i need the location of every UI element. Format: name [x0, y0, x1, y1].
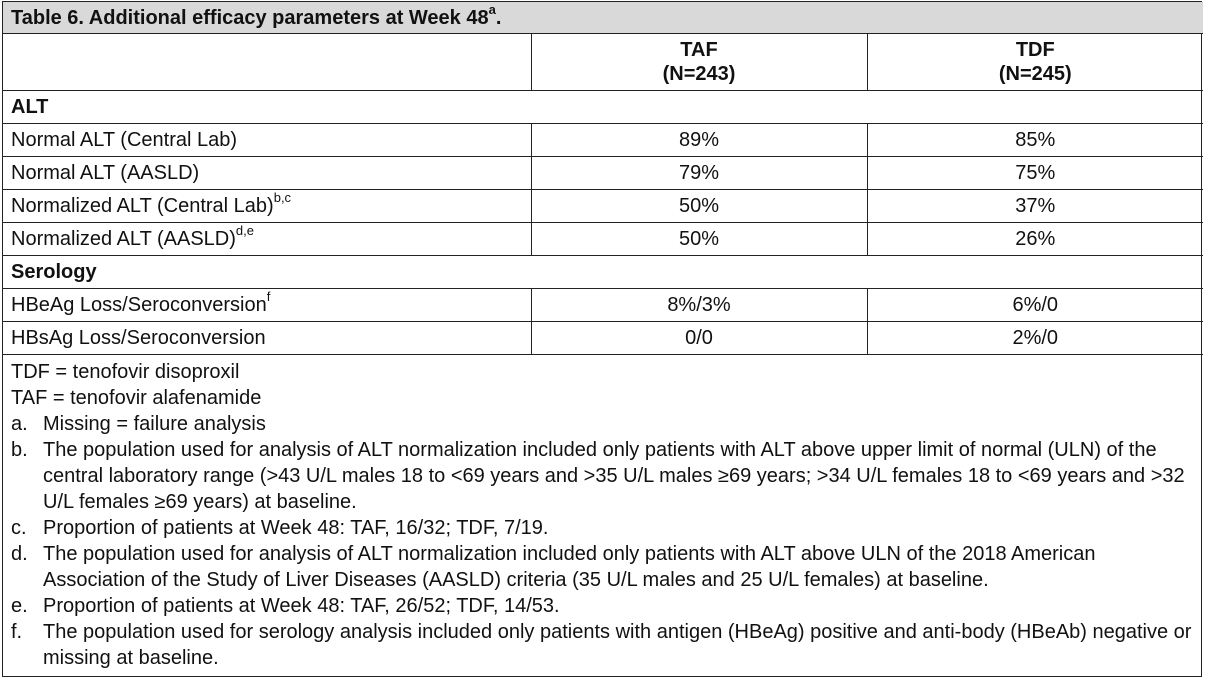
footnote [11, 593, 1193, 619]
footnote-text: Proportion of patients at Week 48: TAF, 16/32; TDF, 7/19. [43, 517, 549, 539]
column-header-taf-name: TAF [680, 39, 718, 61]
column-header-tdf-name: TDF [1015, 39, 1055, 61]
row-label-cell [3, 289, 531, 322]
taf-value-cell: 50% [531, 190, 867, 223]
table-row [3, 157, 1203, 190]
footnote-label: e. [11, 595, 28, 617]
column-header-taf-n: (N=243) [662, 63, 736, 85]
footnote [11, 411, 1193, 437]
footnote-marker: b,c [273, 190, 292, 206]
column-header-taf [531, 34, 867, 91]
tdf-value-cell: 6%/0 [867, 289, 1203, 322]
row-label: Normalized ALT (AASLD) [11, 228, 236, 250]
table-row [3, 289, 1203, 322]
section-header-row [3, 256, 1203, 289]
section-header: Serology [3, 256, 1203, 289]
taf-value-cell: 50% [531, 223, 867, 256]
footnote-text: The population used for analysis of ALT normalization included only patients with ALT above upper limit of normal (ULN) of the central laboratory range (>43 U/L males 18 to <69 years and >35 U/L males ≥69 years; >34 U/L females 18 to <69 years and >32 U/L females ≥69 years) at baseline. [43, 439, 1185, 513]
column-header-tdf [867, 34, 1203, 91]
footnote [11, 619, 1193, 671]
abbreviation-taf: TAF = tenofovir alafenamide [11, 387, 262, 409]
row-label: HBeAg Loss/Seroconversion [11, 294, 267, 316]
footnote-label: c. [11, 517, 27, 539]
footnote [11, 541, 1193, 593]
row-label: Normalized ALT (Central Lab) [11, 195, 274, 217]
table-title: Table 6. Additional efficacy parameters at Week 48$^a$. [3, 2, 1203, 34]
tdf-value-cell: 75% [867, 157, 1203, 190]
tdf-value-cell: 2%/0 [867, 322, 1203, 355]
row-label: Normal ALT (Central Lab) [11, 129, 238, 151]
tdf-value-cell: 85% [867, 124, 1203, 157]
footnote-label: f. [11, 621, 23, 643]
taf-value-cell: 89% [531, 124, 867, 157]
efficacy-table [3, 2, 1203, 355]
footnote-label: a. [11, 413, 28, 435]
row-label-cell [3, 157, 531, 190]
efficacy-table-container [2, 1, 1202, 677]
row-label-cell [3, 322, 531, 355]
taf-value-cell: 8%/3% [531, 289, 867, 322]
footnote-text: Proportion of patients at Week 48: TAF, 26/52; TDF, 14/53. [43, 595, 560, 617]
column-header-blank [3, 34, 531, 91]
table-notes [3, 355, 1201, 671]
footnote-label: b. [11, 439, 28, 461]
footnote-text: Missing = failure analysis [43, 413, 266, 435]
footnote-list [11, 411, 1193, 671]
footnote-text: The population used for serology analysis included only patients with antigen (HBeAg) positive and anti-body (HBeAb) negative or missing at baseline. [43, 621, 1192, 669]
abbreviation-tdf: TDF = tenofovir disoproxil [11, 361, 240, 383]
table-row [3, 322, 1203, 355]
section-header: ALT [3, 91, 1203, 124]
tdf-value-cell: 37% [867, 190, 1203, 223]
row-label: HBsAg Loss/Seroconversion [11, 327, 266, 349]
title-footnote-marker: a [488, 1, 496, 17]
table-body [3, 91, 1203, 355]
footnote-text: The population used for analysis of ALT normalization included only patients with ALT above ULN of the 2018 American Association of the Study of Liver Diseases (AASLD) criteria (35 U/L males and 25 U/L females) at baseline. [43, 543, 1096, 591]
table-row [3, 124, 1203, 157]
row-label-cell [3, 124, 531, 157]
section-header-row [3, 91, 1203, 124]
column-header-tdf-n: (N=245) [998, 63, 1072, 85]
footnote-label: d. [11, 543, 28, 565]
footnote [11, 515, 1193, 541]
tdf-value-cell: 26% [867, 223, 1203, 256]
row-label: Normal ALT (AASLD) [11, 162, 200, 184]
table-row [3, 190, 1203, 223]
column-header-row [3, 34, 1203, 91]
taf-value-cell: 0/0 [531, 322, 867, 355]
taf-value-cell: 79% [531, 157, 867, 190]
row-label-cell [3, 190, 531, 223]
table-row [3, 223, 1203, 256]
footnote-marker: d,e [235, 223, 254, 239]
footnote-marker: f [266, 289, 271, 305]
footnote [11, 437, 1193, 515]
row-label-cell [3, 223, 531, 256]
